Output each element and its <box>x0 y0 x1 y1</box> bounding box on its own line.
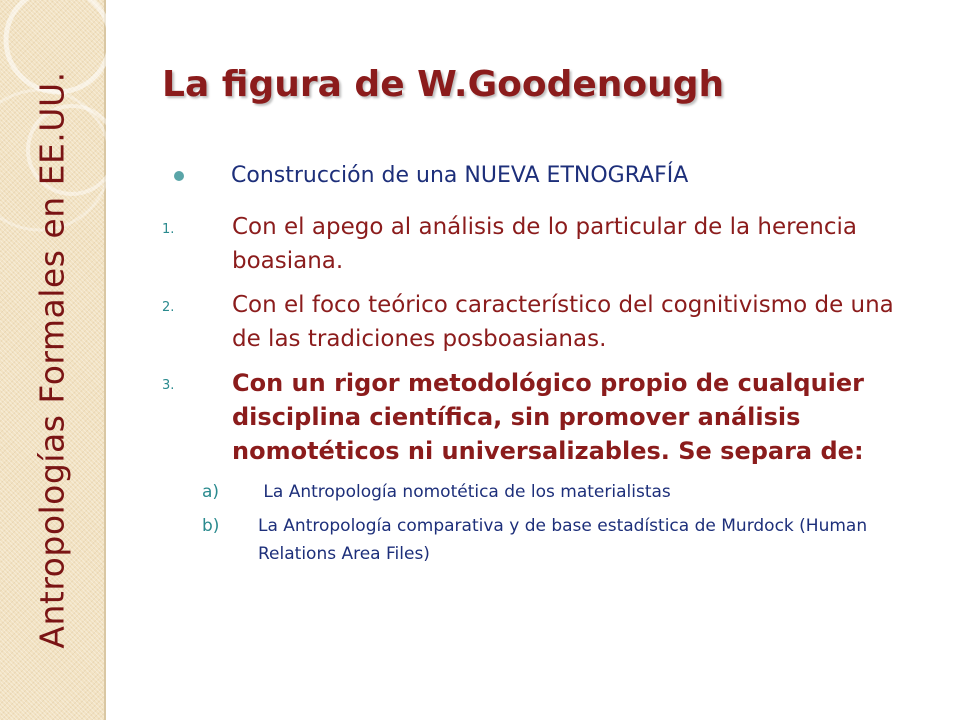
slide-title: La figura de W.Goodenough <box>162 64 725 105</box>
numbered-item-3 <box>162 366 922 468</box>
numbered-item-1 <box>162 210 922 278</box>
numbered-item-2 <box>162 288 922 356</box>
bullet-item <box>162 160 922 192</box>
bullet-text: Construcción de una NUEVA ETNOGRAFÍA <box>231 163 689 188</box>
content-area <box>162 160 922 574</box>
item-text: Con un rigor metodológico propio de cualquier disciplina científica, sin promover análisis nomotéticos ni universalizables. Se separa de: <box>232 369 865 465</box>
bullet-dot-icon <box>174 171 184 181</box>
sub-item-text: La Antropología comparativa y de base estadística de Murdock (Human Relations Area Files) <box>258 516 868 564</box>
sub-item-letter: a) <box>202 482 220 502</box>
item-text: Con el foco teórico característico del cognitivismo de una de las tradiciones posboasianas. <box>232 292 894 352</box>
decorative-circles <box>0 0 160 260</box>
sub-item-letter: b) <box>202 516 220 536</box>
side-title: Antropologías Formales en EE.UU. <box>32 71 72 649</box>
item-text: Con el apego al análisis de lo particular de la herencia boasiana. <box>232 214 857 274</box>
sub-item-text: La Antropología nomotética de los materialistas <box>258 482 671 502</box>
sub-item-b <box>202 512 922 568</box>
item-number: 3. <box>162 378 175 393</box>
sub-item-a <box>202 478 922 506</box>
item-number: 2. <box>162 300 175 315</box>
item-number: 1. <box>162 222 175 237</box>
